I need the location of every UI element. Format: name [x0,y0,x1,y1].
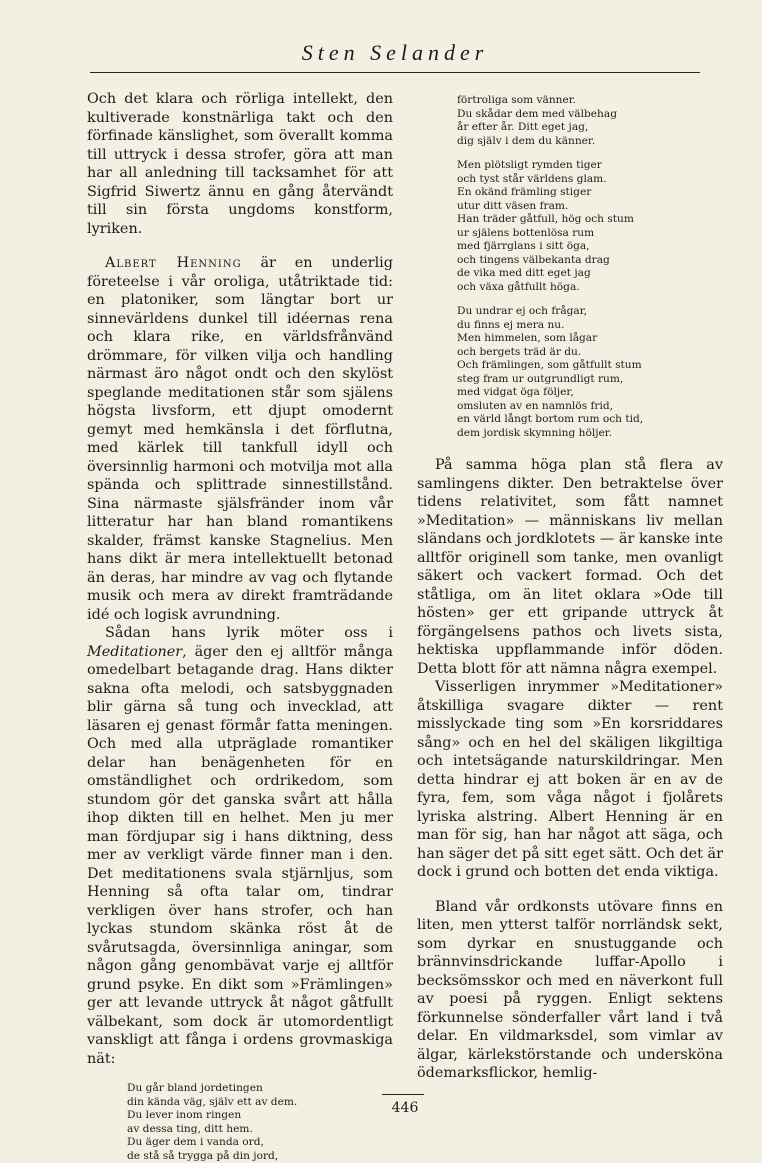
poem-line: de stå så trygga på din jord, [127,1150,393,1163]
paragraph-visserligen: Visserligen inrymmer »Meditationer» åtskilliga svagare dikter — rent misslyckade ting som »En korsriddares sång» och en hel del skäligen likgiltiga och intetsägande naturskildringar. Men detta hindrar ej att boken är en av de fyra, fem, som våga något i fjolårets lyriska alstring. Albert Henning är en man för sig, han har något att säga, och han säger det på sitt eget sätt. Och det är dock i grund och botten det enda viktiga. [417,678,723,882]
poem-line: Du äger dem i vanda ord, [127,1136,393,1150]
page-number: 446 [385,1100,425,1116]
poem-line: din kända väg, själv ett av dem. [127,1096,393,1110]
paragraph-henning-intro-text: är en underlig företeelse i vår oroliga, utåtriktade tid: en platoniker, som längtar bort ur sinnevärldens dunkel till idéernas rena och klara rike, en världsfrånvänd drömmare, för vilken vilja och handling närmast äro något ondt och den skylöst speglande meditationen står som själens högsta livsform, ett djupt omodernt gemyt med hemkänsla i det förflutna, med kärlek till tankfull idyll och översinnlig harmoni och motvilja mot alla spända och splittrade sinnestillstånd. Sina närmaste själsfränder inom vår litteratur har han bland romantikens skalder, främst kanske Stagnelius. Men hans dikt är mera intellektuellt betonad än deras, har mindre av vag och flytande musik och mera av direkt framträdande idé och logisk avrundning. [87,255,393,623]
poem-line: omsluten av en namnlös frid, [457,400,723,414]
poem-line: med fjärrglans i sitt öga, [457,240,723,254]
paragraph-meditationer-start: Sådan hans lyrik möter oss i [105,625,393,641]
poem-stanza-3 [417,305,723,440]
poem-line: En okänd främling stiger [457,186,723,200]
poem-line: en värld långt bortom rum och tid, [457,413,723,427]
poem-line: steg fram ur outgrundligt rum, [457,373,723,387]
page-number-rule [382,1094,424,1095]
poem-line: och bergets träd är du. [457,346,723,360]
paragraph-henning-intro [87,254,393,624]
poem-line: de vika med ditt eget jag [457,267,723,281]
poem-line: Men himmelen, som lågar [457,332,723,346]
poem-line: utur ditt väsen fram. [457,200,723,214]
paragraph-norrlandsk-sekt: Bland vår ordkonsts utövare finns en liten, men ytterst talför norrländsk sekt, som dyrkar en snustuggande och brännvinsdrickande luffar-Apollo i becksömsskor och med en näverkont full av poesi på ryggen. Enligt sektens förkunnelse sönderfaller vårt land i två delar. En vildmarksdel, som vimlar av älgar, kärlekstörstande och underskönа ödemarksflickor, hemlig- [417,898,723,1083]
poem-line: år efter år. Ditt eget jag, [457,121,723,135]
poem-line: förtroliga som vänner. [457,94,723,108]
poem-line: av dessa ting, ditt hem. [127,1123,393,1137]
left-column [87,90,393,1163]
poem-line: du finns ej mera nu. [457,319,723,333]
running-header: Sten Selander [90,40,700,66]
poem-framlingen-part-1 [87,1082,393,1163]
poem-line: Du skådar dem med välbehag [457,108,723,122]
poem-line: Men plötsligt rymden tiger [457,159,723,173]
paragraph-siwertz: Och det klara och rörliga intellekt, den kultiverade konstnärliga takt och den förfinade känslighet, som överallt komma till uttryck i dessa strofer, göra att man har all anledning till tacksamhet för att Sigfrid Siwertz ännu en gång återvändt till sin första ungdoms konstform, lyriken. [87,90,393,238]
book-title: Meditationer [87,644,182,660]
paragraph-meditationer [87,624,393,1068]
poem-line: Du lever inom ringen [127,1109,393,1123]
header-rule [90,72,700,73]
poem-line: och växa gåtfullt höga. [457,281,723,295]
poem-line: och tingens välbekanta drag [457,254,723,268]
poem-stanza-1 [417,94,723,148]
poem-line: Och främlingen, som gåtfullt stum [457,359,723,373]
poem-line: Han träder gåtfull, hög och stum [457,213,723,227]
poem-stanza-2 [417,159,723,294]
poem-line: ur själens bottenlösa rum [457,227,723,241]
paragraph-samma-plan: På samma höga plan stå flera av samlingens dikter. Den betraktelse över tidens relativitet, som fått namnet »Meditation» — människans liv mellan sländans och jordklotets — är kanske inte alltför originell som tanke, men ovanligt säkert och vackert formad. Och det ståtliga, om än litet oklara »Ode till hösten» ger ett gripande uttryck åt förgängelsens pathos och livets sista, hektiska uppflammande inför döden. Detta blott för att nämna några exempel. [417,456,723,678]
poem-line: dig själv i dem du känner. [457,135,723,149]
poem-line: och tyst står världens glam. [457,173,723,187]
poem-line: dem jordisk skymning höljer. [457,427,723,441]
author-name: Albert Henning [105,255,242,271]
poem-line: med vidgat öga följer, [457,386,723,400]
poem-line: Du går bland jordetingen [127,1082,393,1096]
right-column [417,94,723,1083]
poem-line: Du undrar ej och frågar, [457,305,723,319]
paragraph-meditationer-rest: , äger den ej alltför många omedelbart betagande drag. Hans dikter sakna ofta melodi, och satsbyggnaden blir gärna så tung och invecklad, att läsaren ej genast förmår fatta meningen. Och med alla utpräglade romantiker delar han benägenheten för en omständlighet och ordrikedom, som stundom gör det ganska svårt att hålla ihop dikten till en helhet. Men ju mer man fördjupar sig i hans diktning, dess mer av verkligt värde finner man i den. Det meditationens svala stjärnljus, som Henning så ofta talar om, tindrar verkligen över hans strofer, och han lyckas stundom skänka röst åt de svårutsagda, översinnliga aningar, som någon gång genombävat varje ej alltför grund psyke. En dikt som »Främlingen» ger att levande uttryck åt något gåtfullt välbekant, som dock är utomordentligt vanskligt att fånga i ordens grovmaskiga nät: [87,644,393,1067]
